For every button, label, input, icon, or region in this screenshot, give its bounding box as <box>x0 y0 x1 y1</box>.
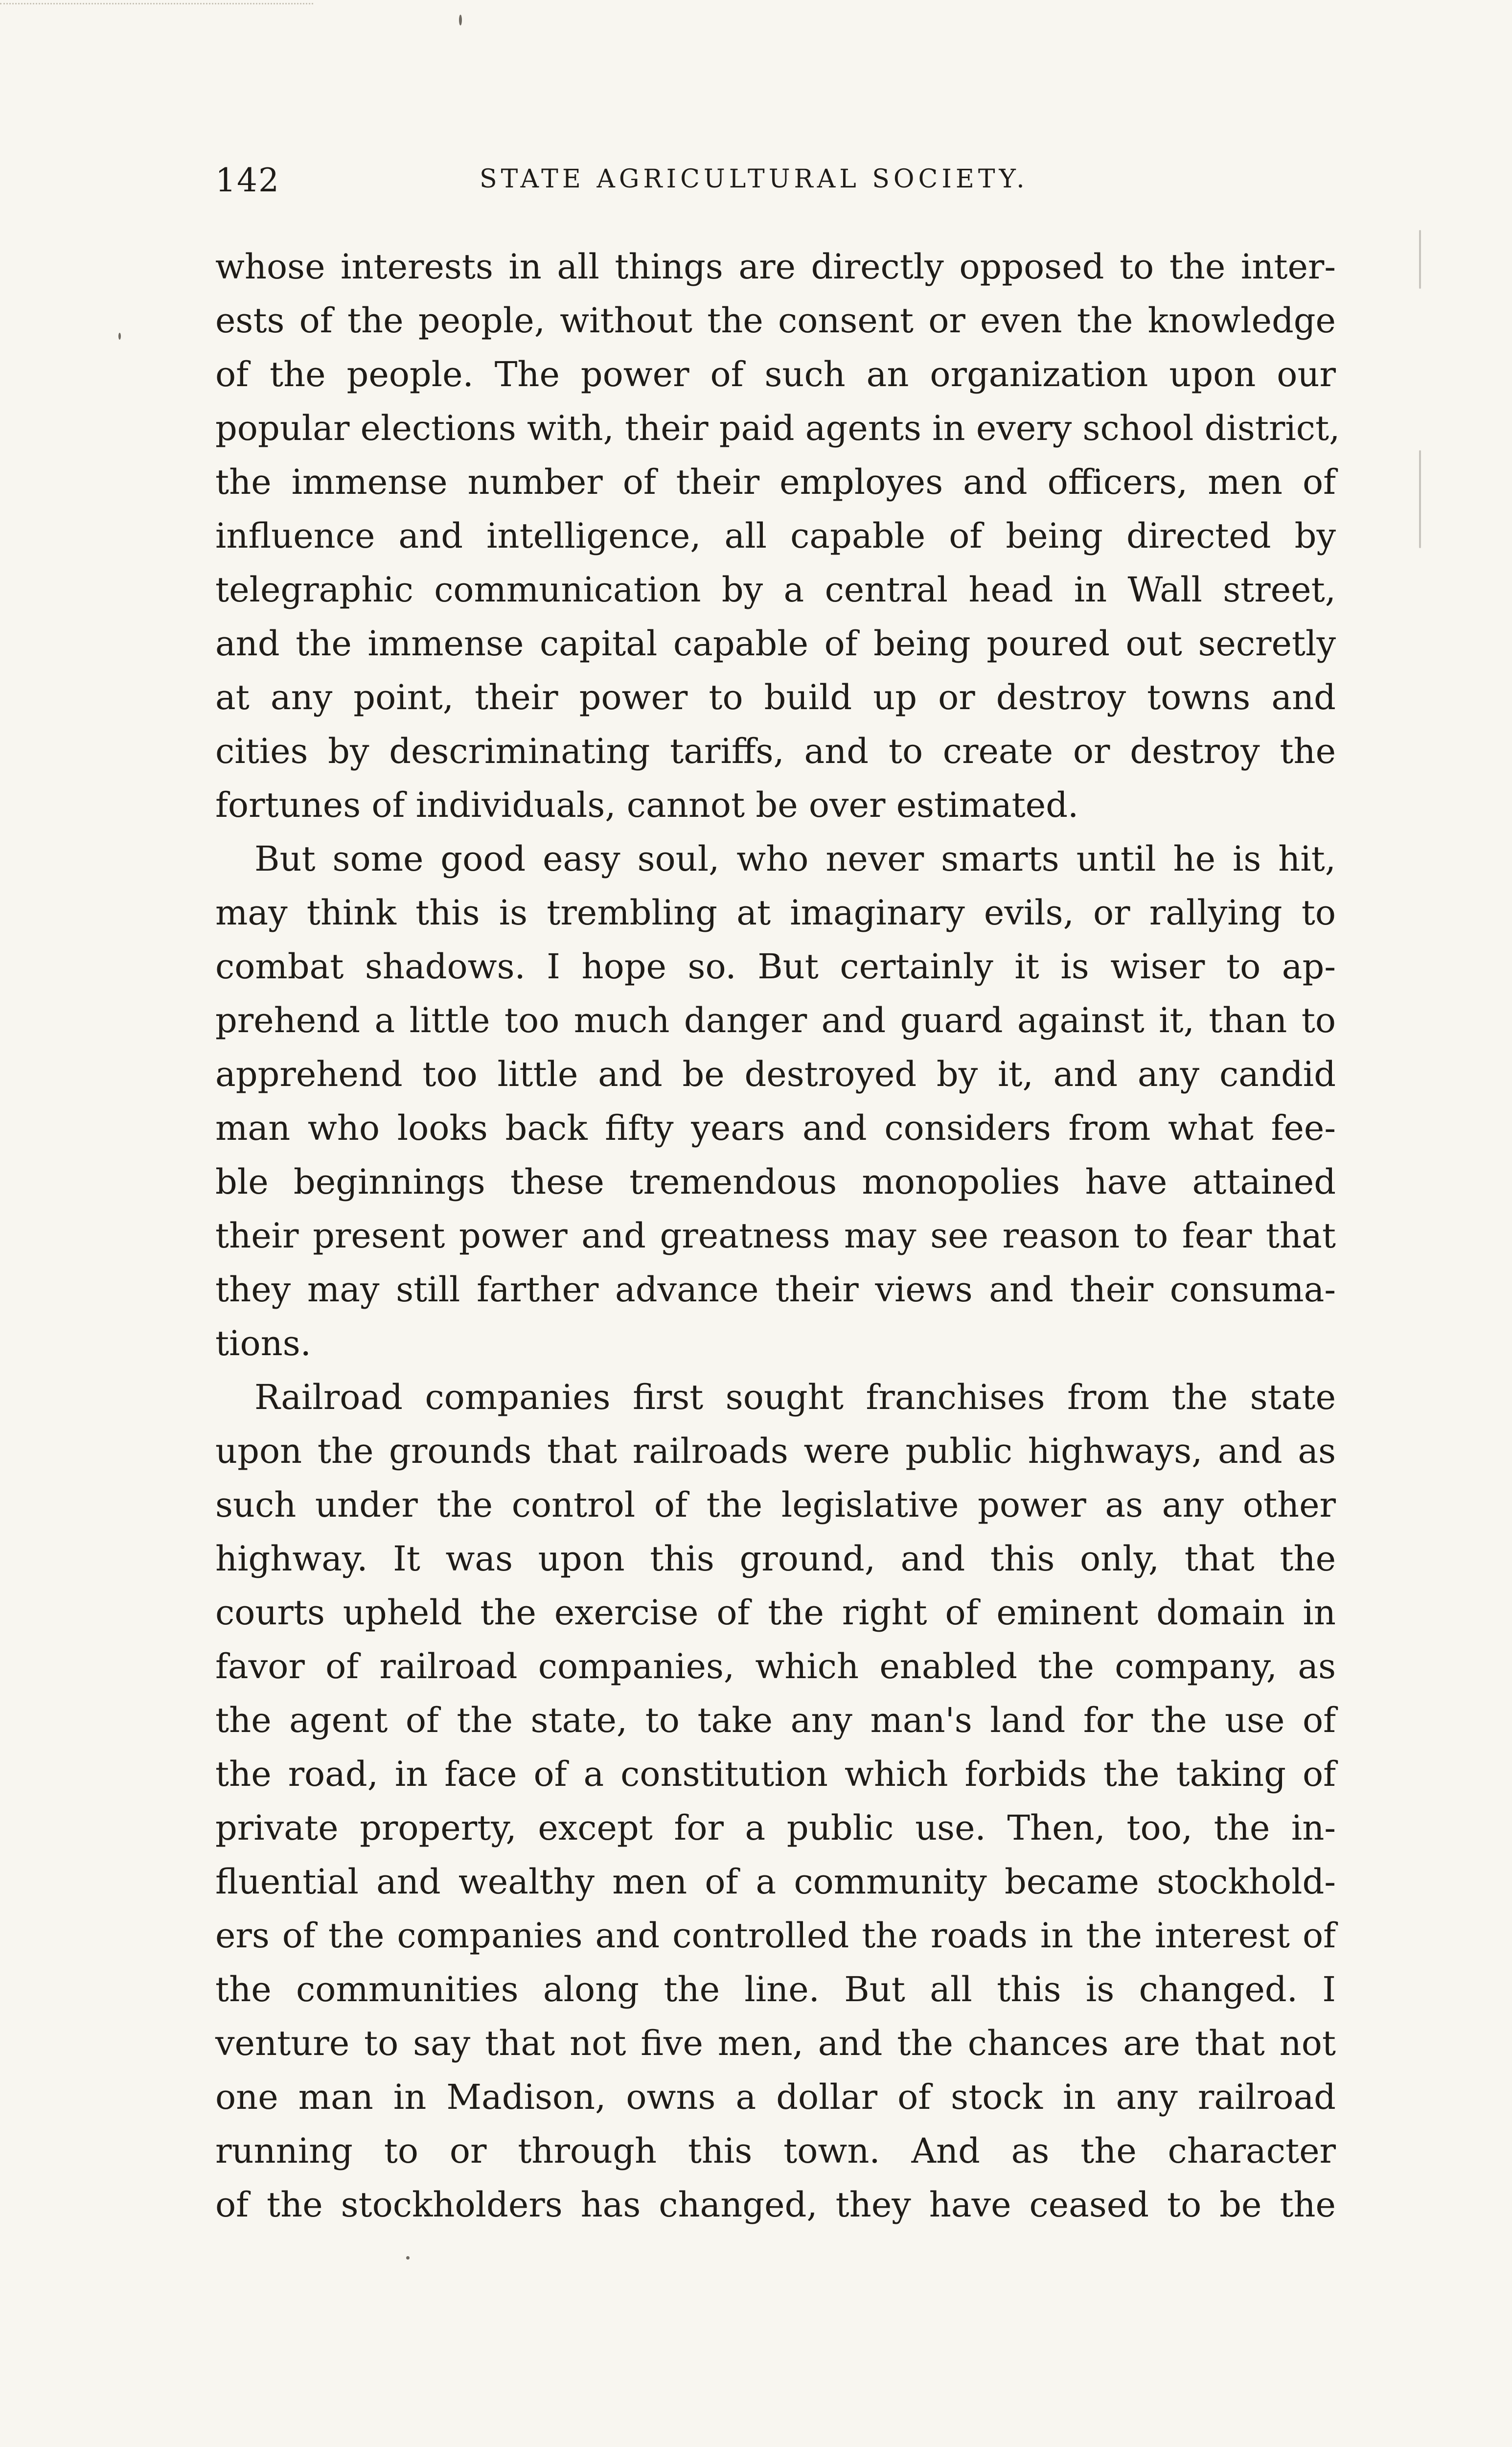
text-line: private property, except for a public use. Then, too, the in- <box>215 1808 1336 1848</box>
paragraph <box>215 240 1340 832</box>
text-line: tions. <box>215 1323 311 1363</box>
text-line: running to or through this town. And as the character <box>215 2131 1336 2171</box>
text-line: fluential and wealthy men of a community became stockhold- <box>215 1862 1336 1902</box>
text-line: of the stockholders has changed, they have ceased to be the <box>215 2185 1336 2225</box>
text-line: of the people. The power of such an organization upon our <box>215 354 1336 394</box>
text-line: popular elections with, their paid agents in every school district, <box>215 408 1340 448</box>
text-line: the immense number of their employes and officers, men of <box>215 462 1336 502</box>
text-line: at any point, their power to build up or destroy towns and <box>215 677 1336 717</box>
text-line: may think this is trembling at imaginary evils, or rallying to <box>215 893 1336 933</box>
text-line: one man in Madison, owns a dollar of stock in any railroad <box>215 2077 1336 2117</box>
text-line: Railroad companies first sought franchises from the state <box>254 1377 1336 1417</box>
text-line: they may still farther advance their views and their consuma- <box>215 1270 1336 1310</box>
text-line: But some good easy soul, who never smarts until he is hit, <box>254 839 1336 879</box>
text-line: their present power and greatness may see reason to fear that <box>215 1216 1336 1256</box>
text-line: venture to say that not five men, and the chances are that not <box>215 2023 1336 2063</box>
text-line: ests of the people, without the consent or even the knowledge <box>215 300 1336 341</box>
text-line: cities by descriminating tariffs, and to create or destroy the <box>215 731 1336 771</box>
text-line: favor of railroad companies, which enabled the company, as <box>215 1646 1336 1686</box>
top-edge-rule <box>0 3 313 4</box>
running-head: STATE AGRICULTURAL SOCIETY. <box>480 164 1029 194</box>
ink-speck <box>118 333 121 340</box>
text-line: ers of the companies and controlled the roads in the interest of <box>215 1916 1336 1956</box>
text-line: influence and intelligence, all capable of being directed by <box>215 516 1336 556</box>
text-line: upon the grounds that railroads were public highways, and as <box>215 1431 1336 1471</box>
text-line: prehend a little too much danger and guard against it, than to <box>215 1000 1336 1040</box>
text-line: whose interests in all things are directly opposed to the inter- <box>215 247 1336 287</box>
text-line: apprehend too little and be destroyed by it, and any candid <box>215 1054 1336 1094</box>
text-line: fortunes of individuals, cannot be over estimated. <box>215 785 1079 825</box>
text-line: and the immense capital capable of being poured out secretly <box>215 623 1336 664</box>
margin-mark <box>1419 230 1421 289</box>
page-number: 142 <box>215 162 280 199</box>
text-line: telegraphic communication by a central head in Wall street, <box>215 570 1336 610</box>
text-line: the agent of the state, to take any man's land for the use of <box>215 1700 1336 1740</box>
paragraph <box>215 1370 1336 2232</box>
text-line: highway. It was upon this ground, and this only, that the <box>215 1539 1336 1579</box>
page-header <box>215 162 1341 206</box>
ink-speck <box>459 15 462 25</box>
margin-mark <box>1419 450 1421 548</box>
text-line: man who looks back fifty years and considers from what fee- <box>215 1108 1336 1148</box>
text-line: ble beginnings these tremendous monopolies have attained <box>215 1162 1336 1202</box>
text-line: combat shadows. I hope so. But certainly it is wiser to ap- <box>215 946 1336 987</box>
ink-speck <box>406 2256 410 2260</box>
paragraph <box>215 832 1336 1370</box>
text-line: the communities along the line. But all this is changed. I <box>215 1969 1336 2009</box>
text-line: such under the control of the legislative power as any other <box>215 1485 1336 1525</box>
text-line: the road, in face of a constitution which forbids the taking of <box>215 1754 1336 1794</box>
body-text <box>215 240 1340 2232</box>
text-line: courts upheld the exercise of the right of eminent domain in <box>215 1593 1336 1633</box>
